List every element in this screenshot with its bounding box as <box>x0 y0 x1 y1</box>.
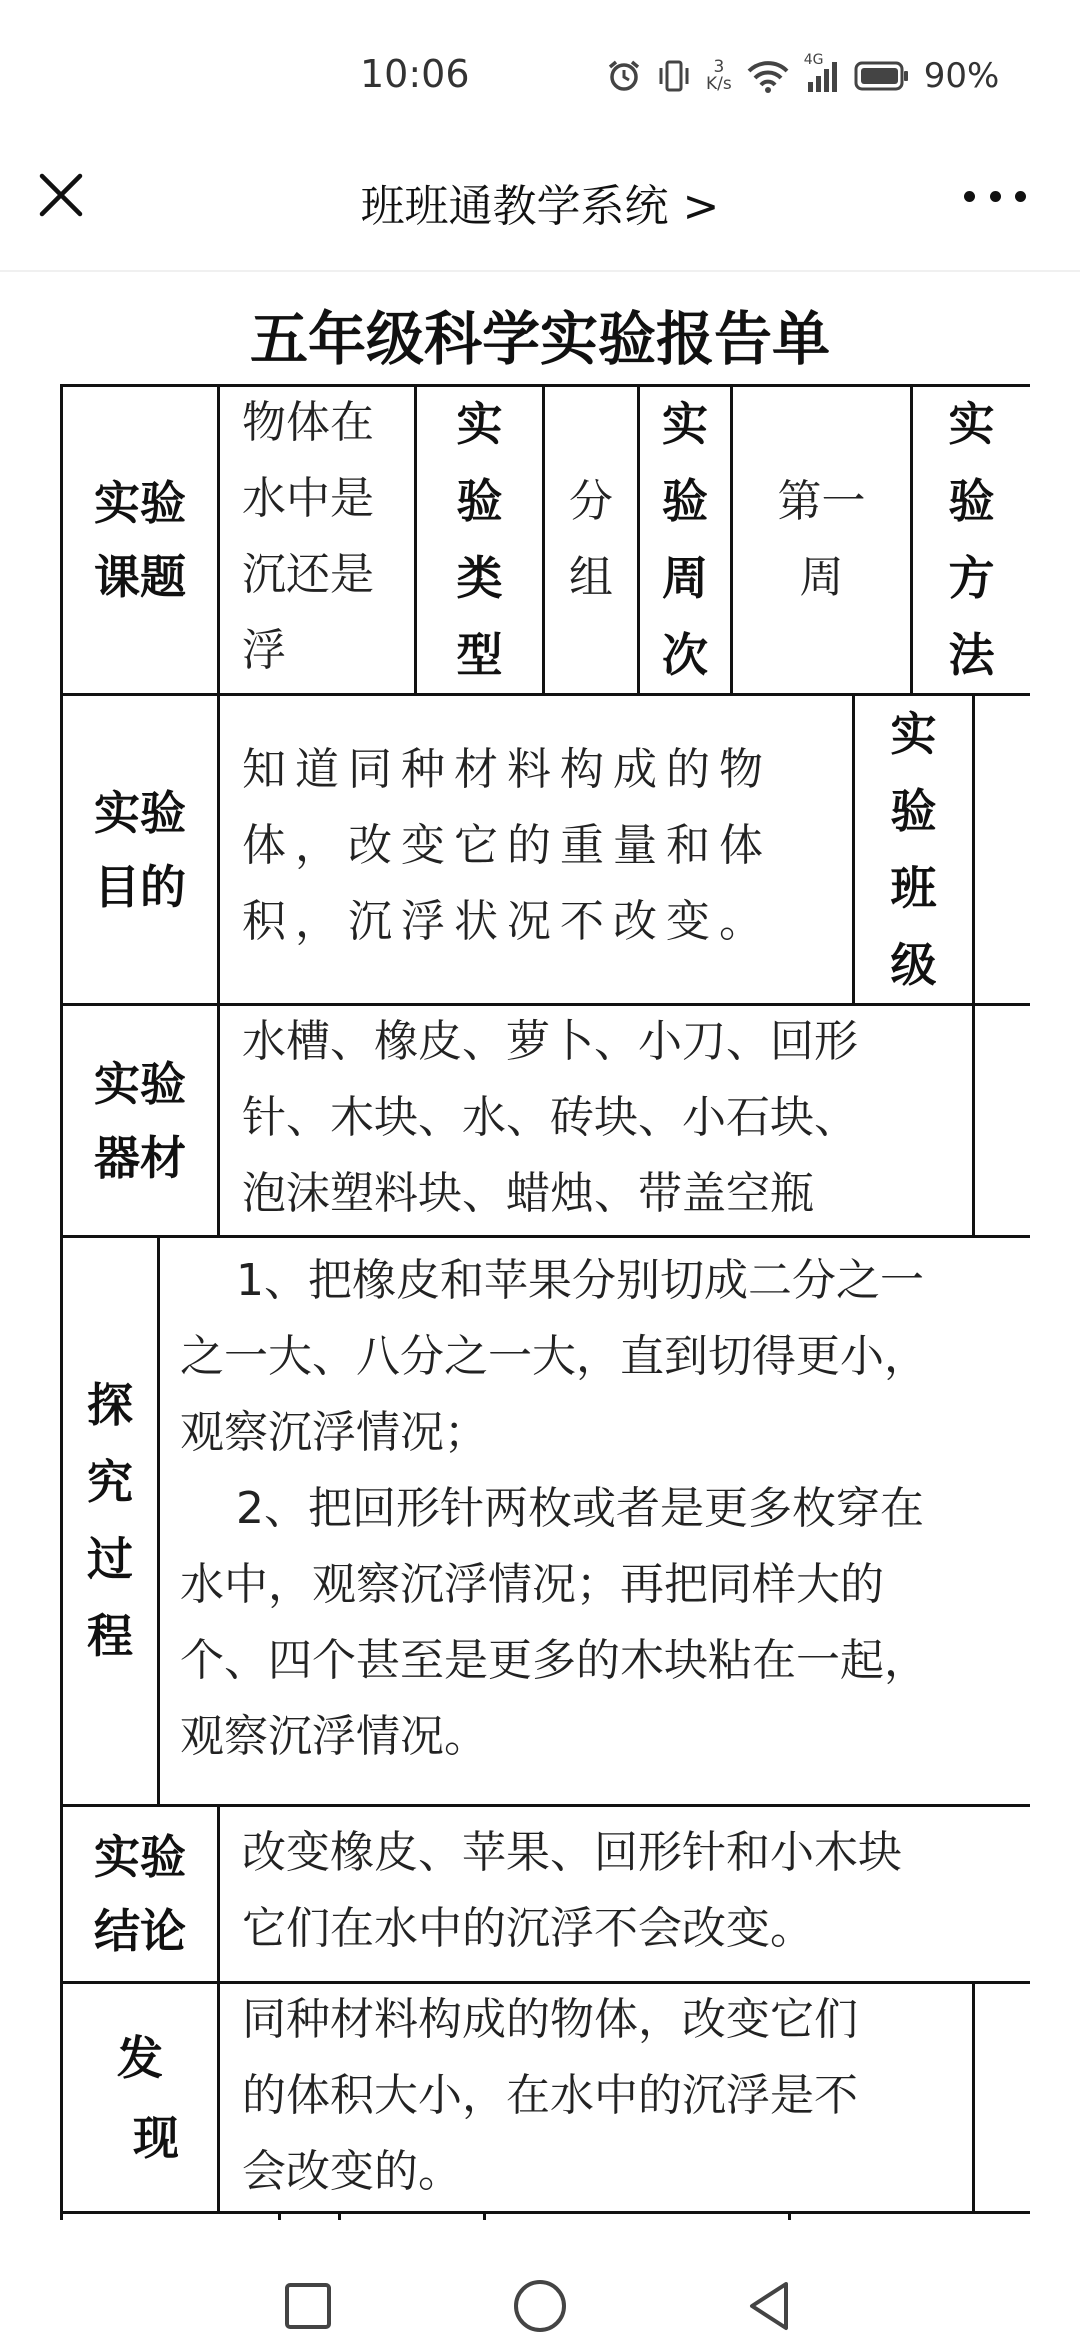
back-triangle-icon <box>742 2278 798 2334</box>
finding-label-cell <box>60 1981 220 2214</box>
wifi-icon <box>746 58 790 94</box>
cellular-signal-icon: 4G <box>804 58 840 94</box>
conclusion-value: 改变橡皮、苹果、回形针和小木块 它们在水中的沉浮不会改变。 <box>242 1827 902 1954</box>
week-label-cell <box>637 384 733 696</box>
finding-value-cell <box>217 1981 975 2214</box>
alarm-icon <box>606 58 642 94</box>
topic-value-cell <box>217 384 417 696</box>
purpose-value-cell <box>217 693 855 1006</box>
purpose-label: 实验 目的 <box>94 785 186 914</box>
topic-label: 实验 课题 <box>94 476 186 604</box>
purpose-label-cell <box>60 693 220 1006</box>
back-button[interactable] <box>742 2278 798 2334</box>
circle-icon <box>512 2278 568 2334</box>
process-label-cell <box>60 1235 160 1807</box>
battery-percent: 90% <box>923 56 1000 96</box>
recent-apps-button[interactable] <box>282 2280 334 2332</box>
network-speed: 3 K/s <box>706 57 732 94</box>
conclusion-label: 实验 结论 <box>94 1830 186 1958</box>
finding-value: 同种材料构成的物体，改变它们 的体积大小，在水中的沉浮是不 会改变的。 <box>242 1994 858 2197</box>
class-label-cell <box>852 693 975 1006</box>
class-label: 实 验 班 级 <box>890 706 937 992</box>
more-dot <box>990 191 1001 202</box>
finding-extra-cell <box>972 1981 1030 2214</box>
materials-value-cell <box>217 1003 975 1238</box>
status-icons <box>606 52 999 100</box>
square-icon <box>282 2280 334 2332</box>
status-bar <box>0 0 1080 150</box>
vibrate-icon <box>656 58 692 94</box>
more-dot <box>964 191 975 202</box>
conclusion-value-cell <box>217 1804 1030 1984</box>
type-label-cell <box>414 384 545 696</box>
topic-label-cell <box>60 384 220 696</box>
materials-value: 水槽、橡皮、萝卜、小刀、回形 针、木块、水、砖块、小石块、 泡沫塑料块、蜡烛、带盖空瓶 <box>242 1016 858 1219</box>
week-value: 第一 周 <box>777 476 866 603</box>
topic-value: 物体在 水中是 沉还是 浮 <box>242 397 374 676</box>
navigation-bar <box>0 2220 1080 2340</box>
process-value-cell <box>157 1235 1030 1807</box>
type-value-cell <box>542 384 640 696</box>
type-label: 实 验 类 型 <box>456 397 503 682</box>
class-value-cell <box>972 693 1030 1006</box>
finding-label: 发 现 <box>117 2030 180 2165</box>
battery-icon <box>854 61 910 91</box>
more-options-button[interactable] <box>964 178 1026 214</box>
report-title: 五年级科学实验报告单 <box>249 305 830 373</box>
week-value-cell <box>730 384 913 696</box>
purpose-value: 知道同种材料构成的物 体，改变它的重量和体 积，沉浮状况不改变。 <box>242 744 772 947</box>
app-title[interactable]: 班班通教学系统 > <box>360 181 720 232</box>
process-value: 1、把橡皮和苹果分别切成二分之一 之一大、八分之一大，直到切得更小， 观察沉浮情况； 2、把回形针两枚或者是更多枚穿在 水中，观察沉浮情况；再把同样大的 个、四个甚至是更多的木块粘在一起， 观察沉浮情况。 <box>180 1255 928 1762</box>
type-value: 分 组 <box>569 476 613 603</box>
method-label: 实 验 方 法 <box>948 397 995 682</box>
home-button[interactable] <box>512 2278 568 2334</box>
process-label: 探 究 过 程 <box>87 1378 133 1663</box>
week-label: 实 验 周 次 <box>662 397 708 682</box>
method-label-cell <box>910 384 1030 696</box>
materials-label-cell <box>60 1003 220 1238</box>
materials-label: 实验 器材 <box>94 1056 186 1185</box>
more-dot <box>1015 191 1026 202</box>
materials-extra-cell <box>972 1003 1030 1238</box>
status-time: 10:06 <box>360 52 470 96</box>
conclusion-label-cell <box>60 1804 220 1984</box>
